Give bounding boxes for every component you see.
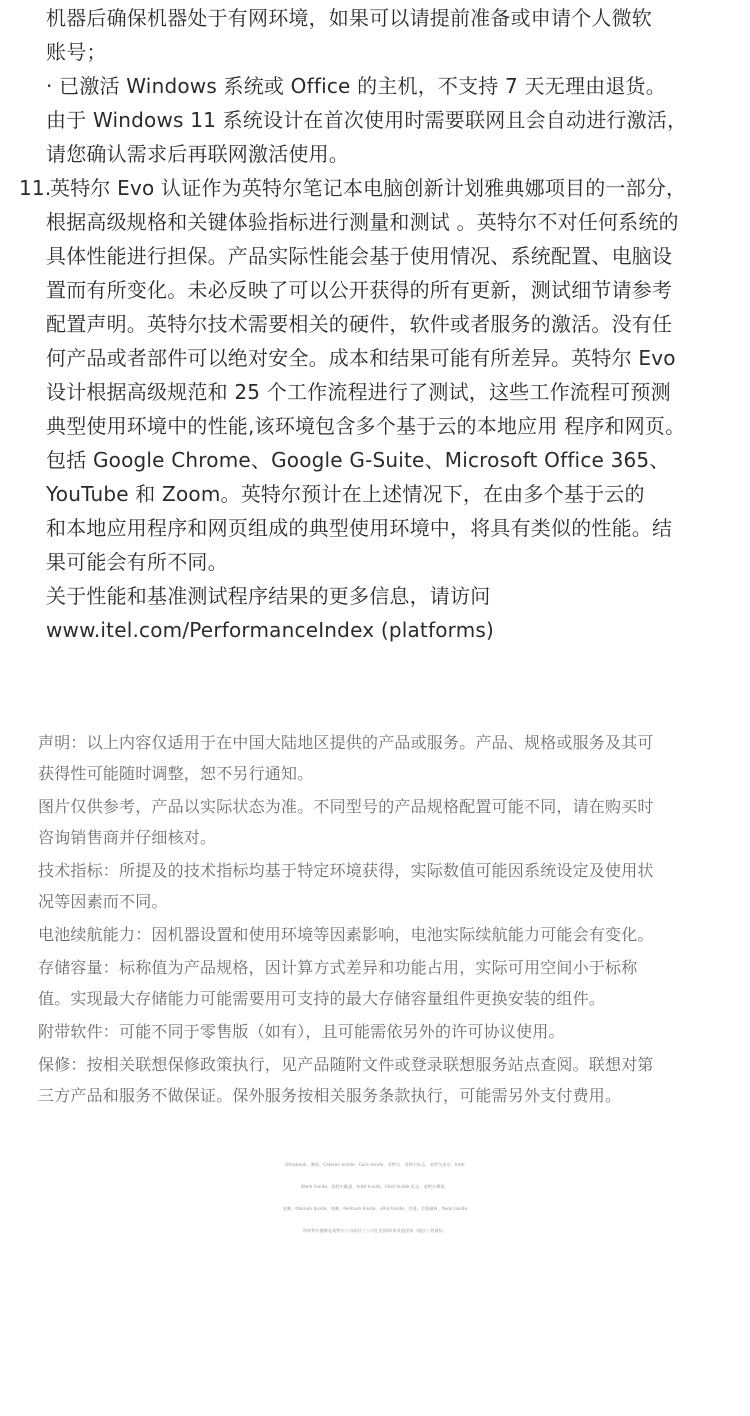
evo-note-line: 英特尔 Evo 认证作为英特尔笔记本电脑创新计划雅典娜项目的一部分， <box>50 176 687 200</box>
evo-note-line: YouTube 和 Zoom。英特尔预计在上述情况下，在由多个基于云的 <box>46 482 645 506</box>
performance-url: www.itel.com/PerformanceIndex (platforms) <box>46 618 495 642</box>
evo-note-line: 关于性能和基准测试程序结果的更多信息，请访问 <box>46 584 491 608</box>
trademark-line: 和英特尔傲腾是英特尔公司或其子公司在美国和/或其他国家（地区）的商标。 <box>302 1228 448 1233</box>
evo-note-line: 典型使用环境中的性能,该环境包含多个基于云的本地应用 程序和网页。 <box>46 414 686 438</box>
item-number: 11. <box>19 176 52 200</box>
evo-note-line: 何产品或者部件可以绝对安全。成本和结果可能有所差异。英特尔 Evo <box>46 346 676 370</box>
disclaimer-line: 存储容量：标称值为产品规格，因计算方式差异和功能占用，实际可用空间小于标称 <box>38 958 638 977</box>
disclaimer-line: 保修：按相关联想保修政策执行，见产品随附文件或登录联想服务站点查阅。联想对第 <box>38 1055 654 1074</box>
terms-line: 账号； <box>46 40 107 64</box>
disclaimer-line: 咨询销售商并仔细核对。 <box>38 828 217 847</box>
disclaimer-line: 三方产品和服务不做保证。保外服务按相关服务条款执行，可能需另外支付费用。 <box>38 1086 622 1105</box>
disclaimer-line: 值。实现最大存储能力可能需要用可支持的最大存储容量组件更换安装的组件。 <box>38 989 606 1008</box>
terms-line: 由于 Windows 11 系统设计在首次使用时需要联网且会自动进行激活， <box>46 108 688 132</box>
evo-note-line: 和本地应用程序和网页组成的典型使用环境中，将具有类似的性能。结 <box>46 516 673 540</box>
trademark-line: Ultrabook、赛扬、Celeron Inside、Core Inside、英特尔、英特尔标志、英特尔凌动、Intel <box>285 1162 465 1167</box>
disclaimer-line: 况等因素而不同。 <box>38 892 168 911</box>
evo-note-line: 配置声明。英特尔技术需要相关的硬件，软件或者服务的激活。没有任 <box>46 312 673 336</box>
trademark-line: Atom Inside、英特尔酷睿、Intel Inside、Intel Inside 标志、英特尔博锐、 <box>301 1184 449 1189</box>
disclaimer-line: 附带软件：可能不同于零售版（如有），且可能需依另外的许可协议使用。 <box>38 1022 565 1041</box>
terms-line: 机器后确保机器处于有网环境，如果可以请提前准备或申请个人微软 <box>46 6 652 30</box>
disclaimer-line: 电池续航能力：因机器设置和使用环境等因素影响，电池实际续航能力可能会有变化。 <box>38 925 654 944</box>
terms-line: 请您确认需求后再联网激活使用。 <box>46 142 349 166</box>
disclaimer-line: 图片仅供参考，产品以实际状态为准。不同型号的产品规格配置可能不同，请在购买时 <box>38 797 654 816</box>
evo-note-line: 置而有所变化。未必反映了可以公开获得的所有更新，测试细节请参考 <box>46 278 673 302</box>
evo-note-line: 设计根据高级规范和 25 个工作流程进行了测试，这些工作流程可预测 <box>46 380 671 404</box>
disclaimer-line: 声明：以上内容仅适用于在中国大陆地区提供的产品或服务。产品、规格或服务及其可 <box>38 733 654 752</box>
evo-note-line: 根据高级规格和关键体验指标进行测量和测试 。英特尔不对任何系统的 <box>46 210 679 234</box>
evo-note-line: 包括 Google Chrome、Google G-Suite、Microsoft Office 365、 <box>46 448 670 472</box>
terms-line: · 已激活 Windows 系统或 Office 的主机，不支持 7 天无理由退货。 <box>46 74 666 98</box>
trademark-line: 安腾、Itanium Inside、奔腾、Pentium Inside、vPro Inside、至强、至强融核、Xeon Inside <box>282 1206 468 1211</box>
evo-note-line: 具体性能进行担保。产品实际性能会基于使用情况、系统配置、电脑设 <box>46 244 673 268</box>
evo-note-line: 果可能会有所不同。 <box>46 550 228 574</box>
disclaimer-line: 获得性可能随时调整，恕不另行通知。 <box>38 764 314 783</box>
disclaimer-line: 技术指标：所提及的技术指标均基于特定环境获得，实际数值可能因系统设定及使用状 <box>38 861 654 880</box>
